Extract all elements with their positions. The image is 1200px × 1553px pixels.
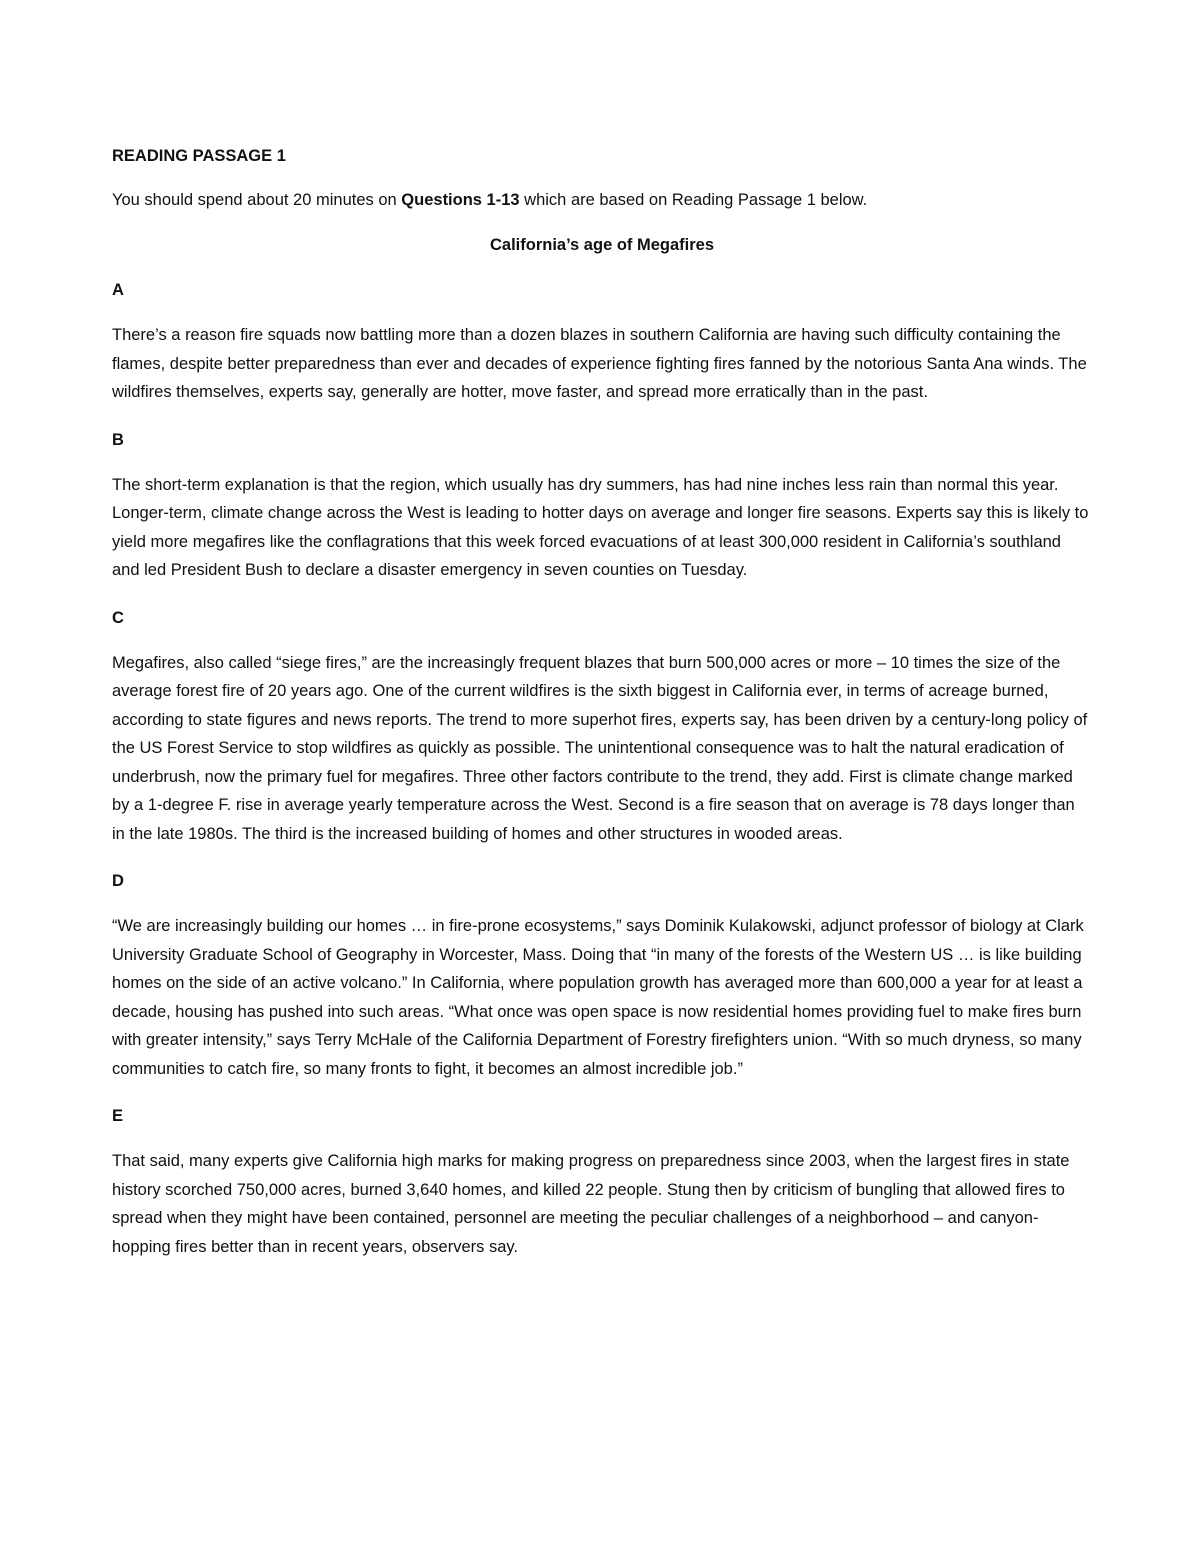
section-e <box>112 1102 1092 1261</box>
instructions <box>112 186 1092 214</box>
section-letter: C <box>112 608 124 627</box>
passage-heading: READING PASSAGE 1 <box>112 147 286 165</box>
section-letter: A <box>112 281 124 299</box>
section-d <box>112 867 1092 1083</box>
instructions-questions-range: Questions 1-13 <box>401 191 520 209</box>
section-letter: D <box>112 872 124 890</box>
instructions-text-after: which are based on Reading Passage 1 below. <box>519 191 868 209</box>
passage-title: California’s age of Megafires <box>489 236 715 254</box>
section-a <box>112 276 1092 407</box>
section-paragraph: Megafires, also called “siege fires,” are the increasingly frequent blazes that burn 500,000 acres or more – 10 times the size of the average forest fire of 20 years ago. One of the current wildfires is the sixth biggest in California ever, in terms of acreage burned, according to state figures and news reports. The trend to more superhot fires, experts say, has been driven by a century-long policy of the US Forest Service to stop wildfires as quickly as possible. The unintentional consequence was to halt the natural eradication of underbrush, now the primary fuel for megafires. Three other factors contribute to the trend, they add. First is climate change marked by a 1-degree F. rise in average yearly temperature across the West. Second is a fire season that on average is 78 days longer than in the late 1980s. The third is the increased building of homes and other structures in wooded areas. <box>112 653 1088 843</box>
document-page <box>112 142 1092 1280</box>
section-paragraph: “We are increasingly building our homes … in fire-prone ecosystems,” says Dominik Kulakowski, adjunct professor of biology at Clark University Graduate School of Geography in Worcester, Mass. Doing that “in many of the forests of the Western US … is like building homes on the side of an active volcano.” In California, where population growth has averaged more than 600,000 a year for at least a decade, housing has pushed into such areas. “What once was open space is now residential homes providing fuel to make fires burn with greater intensity,” says Terry McHale of the California Department of Forestry firefighters union. “With so much dryness, so many communities to catch fire, so many fronts to fight, it becomes an almost incredible job.” <box>112 917 1084 1078</box>
section-paragraph: That said, many experts give California high marks for making progress on preparedness since 2003, when the largest fires in state history scorched 750,000 acres, burned 3,640 homes, and killed 22 people. Stung then by criticism of bungling that allowed fires to spread when they might have been contained, personnel are meeting the peculiar challenges of a neighborhood – and canyon-hopping fires better than in recent years, observers say. <box>112 1152 1070 1256</box>
section-letter: B <box>112 430 124 449</box>
instructions-text-before: You should spend about 20 minutes on <box>112 191 402 209</box>
section-paragraph: There’s a reason fire squads now battling more than a dozen blazes in southern California are having such difficulty containing the flames, despite better preparedness than ever and decades of experience fighting fires fanned by the notorious Santa Ana winds. The wildfires themselves, experts say, generally are hotter, move faster, and spread more erratically than in the past. <box>112 326 1087 401</box>
section-paragraph: The short-term explanation is that the region, which usually has dry summers, has had nine inches less rain than normal this year. Longer-term, climate change across the West is leading to hotter days on average and longer fire seasons. Experts say this is likely to yield more megafires like the conflagrations that this week forced evacuations of at least 300,000 resident in California’s southland and led President Bush to declare a disaster emergency in seven counties on Tuesday. <box>112 475 1089 579</box>
section-b <box>112 426 1092 585</box>
section-letter: E <box>112 1107 124 1125</box>
section-c <box>112 604 1092 849</box>
